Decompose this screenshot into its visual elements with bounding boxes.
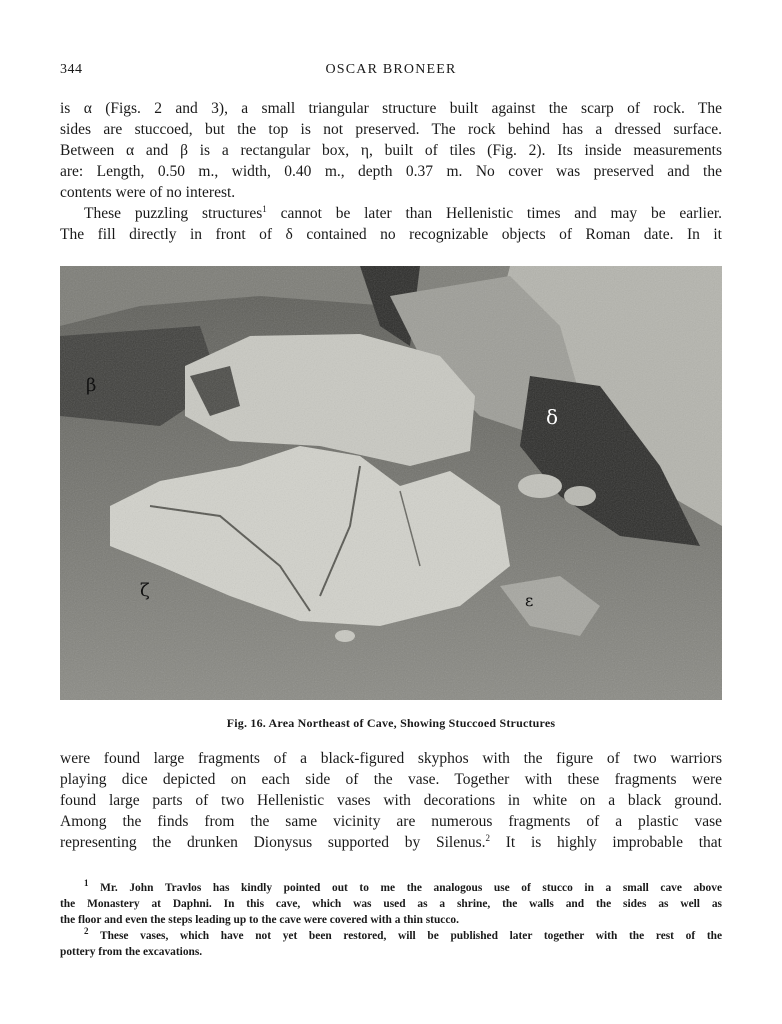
page-number: 344 [60,62,83,77]
running-head: OSCAR BRONEER [325,62,457,77]
label-beta: β [86,375,97,396]
footnote-line: the floor and even the steps leading up to the cave were covered with a thin stucco. [60,914,459,926]
footnote-ref[interactable]: 1 [262,203,267,214]
text-fragment: representing the drunken Dionysus supported by Silenus. [60,834,486,851]
footnote-marker: 1 [84,878,89,889]
page-header [60,62,722,82]
text-fragment: It is highly improbable that [490,834,722,851]
body-text-bottom [60,748,722,853]
footnote-line: pottery from the excavations. [60,946,203,958]
label-epsilon: ε [525,591,534,610]
text-line: sides are stuccoed, but the top is not preserved. The rock behind has a dressed surface. [60,121,722,138]
body-text-top [60,98,722,245]
footnote-line [60,928,722,944]
text-line: contents were of no interest. [60,184,236,201]
text-line [60,203,722,224]
text-line: playing dice depicted on each side of the vase. Together with these fragments were [60,771,722,788]
cave-photograph [60,266,722,700]
text-line: Between α and β is a rectangular box, η, built of tiles (Fig. 2). Its inside measurements [60,142,722,159]
text-line: is α (Figs. 2 and 3), a small triangular structure built against the scarp of rock. The [60,100,722,117]
text-fragment: cannot be later than Hellenistic times and may be earlier. [266,205,723,222]
label-zeta: ζ [140,580,150,601]
photo-figure [60,266,722,700]
footnote-ref[interactable]: 2 [485,832,491,843]
text-line: Among the finds from the same vicinity are numerous fragments of a plastic vase [60,813,722,830]
text-line: found large parts of two Hellenistic vases with decorations in white on a black ground. [60,792,722,809]
figure-caption: Fig. 16. Area Northeast of Cave, Showing Stuccoed Structures [226,716,556,730]
footnote-text: These vases, which have not yet been restored, will be published later together with the rest of the [99,930,722,942]
footnote-text: Mr. John Travlos has kindly pointed out to me the analogous use of stucco in a small cave above [100,882,722,894]
text-fragment: These puzzling structures [84,205,263,222]
text-line: were found large fragments of a black-figured skyphos with the figure of two warriors [60,750,722,767]
footnote-line: the Monastery at Daphni. In this cave, which was used as a shrine, the walls and the sides as well as [60,898,722,910]
footnote-line [60,880,722,896]
text-line: are: Length, 0.50 m., width, 0.40 m., depth 0.37 m. No cover was preserved and the [60,163,722,180]
text-line [60,832,722,853]
footnotes [60,880,722,960]
text-line: The fill directly in front of δ contained no recognizable objects of Roman date. In it [60,226,722,243]
footnote-marker: 2 [84,926,89,937]
label-delta: δ [546,405,559,429]
